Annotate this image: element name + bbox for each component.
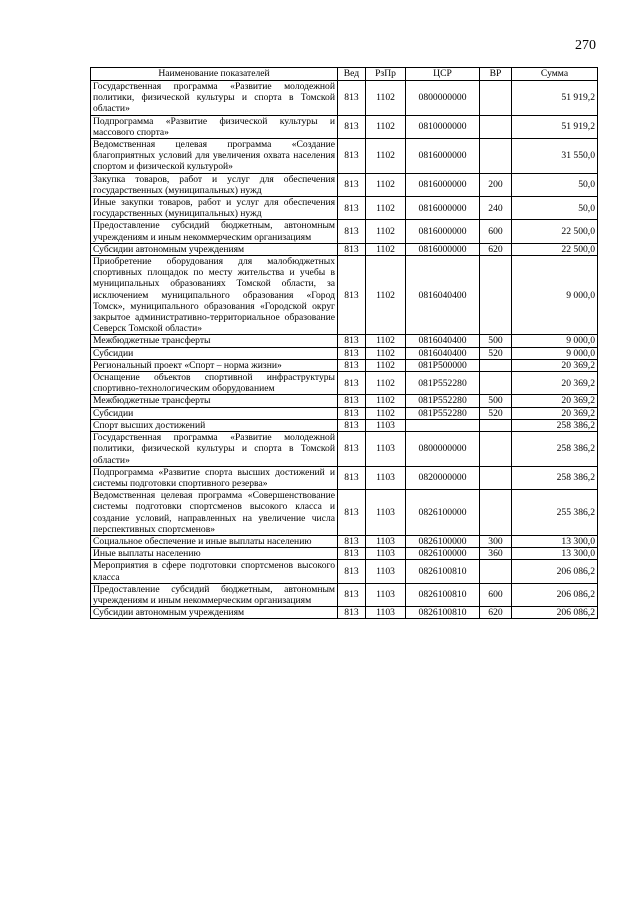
row-ved: 813	[338, 335, 366, 347]
row-ved: 813	[338, 607, 366, 619]
row-ved: 813	[338, 560, 366, 583]
row-ved: 813	[338, 173, 366, 196]
row-sum: 22 500,0	[512, 243, 598, 255]
row-rzpr: 1103	[366, 583, 406, 606]
row-rzpr: 1102	[366, 197, 406, 220]
row-sum: 20 369,2	[512, 395, 598, 407]
row-name: Межбюджетные трансферты	[91, 395, 338, 407]
row-vr	[480, 115, 512, 138]
header-csr: ЦСР	[406, 68, 480, 81]
row-csr: 0816000000	[406, 173, 480, 196]
row-name: Межбюджетные трансферты	[91, 335, 338, 347]
row-rzpr: 1102	[366, 220, 406, 243]
row-ved: 813	[338, 583, 366, 606]
row-rzpr: 1102	[366, 372, 406, 395]
row-sum: 9 000,0	[512, 335, 598, 347]
row-sum: 20 369,2	[512, 407, 598, 419]
row-ved: 813	[338, 115, 366, 138]
budget-table	[90, 67, 598, 619]
row-vr: 300	[480, 535, 512, 547]
table-row	[91, 607, 598, 619]
row-sum: 50,0	[512, 173, 598, 196]
table-row	[91, 347, 598, 359]
row-csr: 0816000000	[406, 139, 480, 174]
row-csr: 081P552280	[406, 407, 480, 419]
row-sum: 20 369,2	[512, 359, 598, 371]
row-sum: 258 386,2	[512, 419, 598, 431]
row-name: Предоставление субсидий бюджетным, автономным учреждениям и иным некоммерческим организациям	[91, 220, 338, 243]
row-sum: 206 086,2	[512, 560, 598, 583]
table-row	[91, 372, 598, 395]
row-csr: 0816040400	[406, 256, 480, 335]
row-csr: 0826100000	[406, 490, 480, 536]
row-sum: 51 919,2	[512, 115, 598, 138]
row-ved: 813	[338, 81, 366, 116]
table-row	[91, 115, 598, 138]
row-csr: 0816040400	[406, 347, 480, 359]
table-row	[91, 243, 598, 255]
row-rzpr: 1102	[366, 243, 406, 255]
table-row	[91, 583, 598, 606]
header-sum: Сумма	[512, 68, 598, 81]
row-name: Предоставление субсидий бюджетным, автономным учреждениям и иным некоммерческим организациям	[91, 583, 338, 606]
row-ved: 813	[338, 432, 366, 467]
row-rzpr: 1103	[366, 432, 406, 467]
row-rzpr: 1103	[366, 560, 406, 583]
table-row	[91, 560, 598, 583]
row-rzpr: 1103	[366, 535, 406, 547]
table-row	[91, 432, 598, 467]
row-vr	[480, 359, 512, 371]
row-csr: 0816000000	[406, 220, 480, 243]
row-csr: 0826100000	[406, 535, 480, 547]
row-sum: 13 300,0	[512, 535, 598, 547]
table-body	[91, 81, 598, 619]
row-csr	[406, 419, 480, 431]
header-rzpr: РзПр	[366, 68, 406, 81]
row-ved: 813	[338, 243, 366, 255]
row-name: Ведомственная целевая программа «Создание благоприятных условий для увеличения охвата населения спортом и физической культурой»	[91, 139, 338, 174]
row-rzpr: 1102	[366, 407, 406, 419]
row-rzpr: 1102	[366, 115, 406, 138]
row-name: Государственная программа «Развитие молодежной политики, физической культуры и спорта в Томской области»	[91, 81, 338, 116]
table-row	[91, 535, 598, 547]
row-vr	[480, 419, 512, 431]
table-row	[91, 419, 598, 431]
row-vr	[480, 81, 512, 116]
row-name: Закупка товаров, работ и услуг для обеспечения государственных (муниципальных) нужд	[91, 173, 338, 196]
row-rzpr: 1102	[366, 335, 406, 347]
row-name: Иные закупки товаров, работ и услуг для обеспечения государственных (муниципальных) нужд	[91, 197, 338, 220]
row-vr: 620	[480, 243, 512, 255]
row-sum: 50,0	[512, 197, 598, 220]
row-ved: 813	[338, 256, 366, 335]
row-name: Приобретение оборудования для малобюджетных спортивных площадок по месту жительства и учебы в муниципальных образованиях Томской области, за исключением муниципального образования «Город Томск», муниципального образования «Городской округ закрытое административно-территориальное образование Северск Томской области»	[91, 256, 338, 335]
row-vr: 600	[480, 583, 512, 606]
row-vr	[480, 560, 512, 583]
table-row	[91, 395, 598, 407]
table-row	[91, 197, 598, 220]
page-number: 270	[575, 38, 596, 53]
row-vr: 600	[480, 220, 512, 243]
row-sum: 22 500,0	[512, 220, 598, 243]
row-csr: 081P552280	[406, 395, 480, 407]
row-csr: 0800000000	[406, 81, 480, 116]
row-name: Ведомственная целевая программа «Совершенствование системы подготовки спортсменов высокого класса и создание условий, направленных на увеличение числа перспективных спортсменов»	[91, 490, 338, 536]
row-sum: 255 386,2	[512, 490, 598, 536]
row-csr: 081P552280	[406, 372, 480, 395]
row-csr: 081P500000	[406, 359, 480, 371]
row-sum: 9 000,0	[512, 347, 598, 359]
table-row	[91, 220, 598, 243]
row-name: Государственная программа «Развитие молодежной политики, физической культуры и спорта в Томской области»	[91, 432, 338, 467]
table-row	[91, 359, 598, 371]
row-sum: 206 086,2	[512, 607, 598, 619]
row-sum: 31 550,0	[512, 139, 598, 174]
row-rzpr: 1103	[366, 548, 406, 560]
row-ved: 813	[338, 395, 366, 407]
row-name: Мероприятия в сфере подготовки спортсменов высокого класса	[91, 560, 338, 583]
row-rzpr: 1102	[366, 395, 406, 407]
row-csr: 0826100000	[406, 548, 480, 560]
table-row	[91, 335, 598, 347]
row-vr: 520	[480, 407, 512, 419]
row-name: Спорт высших достижений	[91, 419, 338, 431]
row-rzpr: 1102	[366, 173, 406, 196]
row-name: Региональный проект «Спорт – норма жизни»	[91, 359, 338, 371]
header-ved: Вед	[338, 68, 366, 81]
table-row	[91, 173, 598, 196]
table-row	[91, 81, 598, 116]
row-vr: 520	[480, 347, 512, 359]
row-rzpr: 1102	[366, 347, 406, 359]
table-row	[91, 490, 598, 536]
row-rzpr: 1103	[366, 466, 406, 489]
row-sum: 13 300,0	[512, 548, 598, 560]
row-ved: 813	[338, 220, 366, 243]
row-csr: 0820000000	[406, 466, 480, 489]
row-sum: 206 086,2	[512, 583, 598, 606]
table-row	[91, 256, 598, 335]
row-rzpr: 1102	[366, 139, 406, 174]
row-vr: 620	[480, 607, 512, 619]
row-name: Подпрограмма «Развитие физической культуры и массового спорта»	[91, 115, 338, 138]
row-csr: 0800000000	[406, 432, 480, 467]
table-row	[91, 407, 598, 419]
row-ved: 813	[338, 407, 366, 419]
row-name: Иные выплаты населению	[91, 548, 338, 560]
row-rzpr: 1102	[366, 359, 406, 371]
row-name: Социальное обеспечение и иные выплаты населению	[91, 535, 338, 547]
row-ved: 813	[338, 347, 366, 359]
row-ved: 813	[338, 419, 366, 431]
row-vr: 360	[480, 548, 512, 560]
row-vr: 240	[480, 197, 512, 220]
row-vr	[480, 256, 512, 335]
row-name: Оснащение объектов спортивной инфраструктуры спортивно-технологическим оборудованием	[91, 372, 338, 395]
row-ved: 813	[338, 548, 366, 560]
row-sum: 9 000,0	[512, 256, 598, 335]
row-name: Подпрограмма «Развитие спорта высших достижений и системы подготовки спортивного резерва»	[91, 466, 338, 489]
row-ved: 813	[338, 535, 366, 547]
row-ved: 813	[338, 197, 366, 220]
row-rzpr: 1102	[366, 81, 406, 116]
row-csr: 0826100810	[406, 607, 480, 619]
row-vr	[480, 139, 512, 174]
row-sum: 20 369,2	[512, 372, 598, 395]
row-name: Субсидии автономным учреждениям	[91, 243, 338, 255]
row-vr	[480, 490, 512, 536]
row-name: Субсидии	[91, 347, 338, 359]
row-vr: 500	[480, 335, 512, 347]
row-sum: 51 919,2	[512, 81, 598, 116]
row-ved: 813	[338, 490, 366, 536]
row-csr: 0816000000	[406, 243, 480, 255]
row-rzpr: 1103	[366, 490, 406, 536]
row-csr: 0826100810	[406, 560, 480, 583]
row-vr: 500	[480, 395, 512, 407]
row-ved: 813	[338, 466, 366, 489]
table-header	[91, 68, 598, 81]
header-vr: ВР	[480, 68, 512, 81]
row-sum: 258 386,2	[512, 466, 598, 489]
row-csr: 0826100810	[406, 583, 480, 606]
row-csr: 0810000000	[406, 115, 480, 138]
row-csr: 0816040400	[406, 335, 480, 347]
table-row	[91, 548, 598, 560]
row-name: Субсидии автономным учреждениям	[91, 607, 338, 619]
row-ved: 813	[338, 372, 366, 395]
row-rzpr: 1103	[366, 419, 406, 431]
row-vr	[480, 432, 512, 467]
row-csr: 0816000000	[406, 197, 480, 220]
row-vr	[480, 466, 512, 489]
row-rzpr: 1103	[366, 607, 406, 619]
row-vr	[480, 372, 512, 395]
table-row	[91, 139, 598, 174]
row-ved: 813	[338, 359, 366, 371]
table-row	[91, 466, 598, 489]
row-vr: 200	[480, 173, 512, 196]
row-sum: 258 386,2	[512, 432, 598, 467]
row-ved: 813	[338, 139, 366, 174]
row-rzpr: 1102	[366, 256, 406, 335]
row-name: Субсидии	[91, 407, 338, 419]
header-name: Наименование показателей	[91, 68, 338, 81]
